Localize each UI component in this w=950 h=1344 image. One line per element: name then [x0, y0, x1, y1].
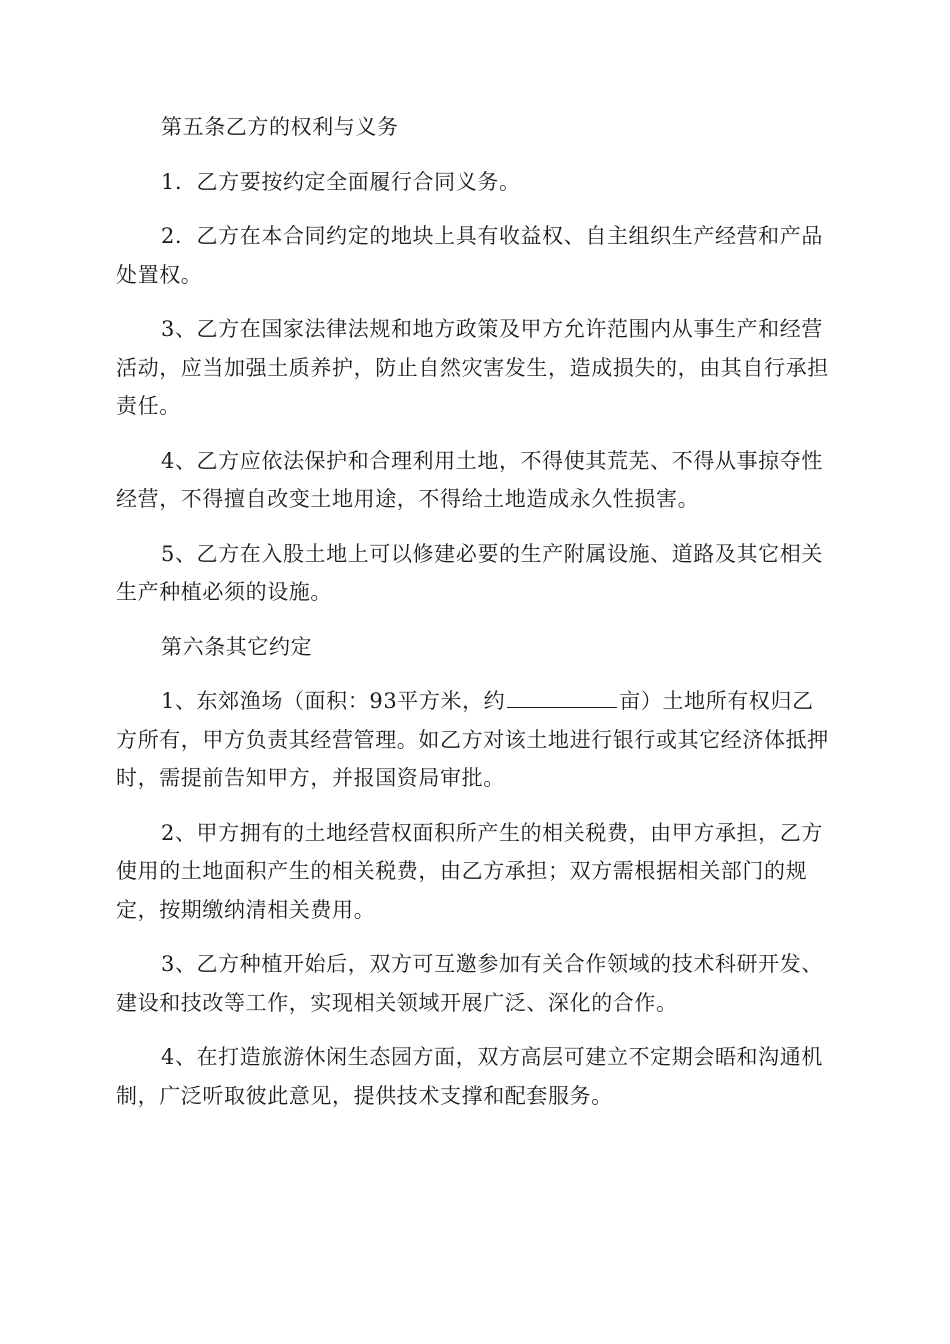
section6-heading: 第六条其它约定	[161, 634, 313, 659]
section5-item-3: 3、乙方在国家法律法规和地方政策及甲方允许范围内从事生产和经营活动，应当加强土质养护，防止自然灾害发生，造成损失的，由其自行承担责任。	[116, 317, 829, 418]
section5-item-5: 5、乙方在入股土地上可以修建必要的生产附属设施、道路及其它相关生产种植必须的设施。	[116, 541, 823, 604]
section6-item-1	[116, 682, 832, 798]
area-blank-line	[507, 687, 617, 708]
section6-item-1-rest: 亩）土地所有权归乙方所有，甲方负责其经营管理。如乙方对该土地进行银行或其它经济体抵押时，需提前告知甲方，并报国资局审批。	[116, 689, 829, 790]
section5-heading: 第五条乙方的权利与义务	[161, 115, 399, 139]
section6-item-1-lead: 1、东郊渔场（面积：93平方米，约	[161, 689, 506, 713]
section6-item-2: 2、甲方拥有的土地经营权面积所产生的相关税费，由甲方承担，乙方使用的土地面积产生的相关税费，由乙方承担；双方需根据相关部门的规定，按期缴纳清相关费用。	[116, 820, 823, 922]
section5-item-4: 4、乙方应依法保护和合理利用土地，不得使其荒芜、不得从事掠夺性经营，不得擅自改变土地用途，不得给土地造成永久性损害。	[116, 448, 823, 511]
document-body	[116, 108, 832, 1131]
section5-item-1: 1．乙方要按约定全面履行合同义务。	[161, 169, 521, 194]
section5-item-2: 2．乙方在本合同约定的地块上具有收益权、自主组织生产经营和产品处置权。	[116, 224, 823, 287]
section6-item-3: 3、乙方种植开始后，双方可互邀参加有关合作领域的技术科研开发、建设和技改等工作，实现相关领域开展广泛、深化的合作。	[116, 952, 823, 1015]
section6-item-4: 4、在打造旅游休闲生态园方面，双方高层可建立不定期会晤和沟通机制，广泛听取彼此意见，提供技术支撑和配套服务。	[116, 1045, 823, 1108]
